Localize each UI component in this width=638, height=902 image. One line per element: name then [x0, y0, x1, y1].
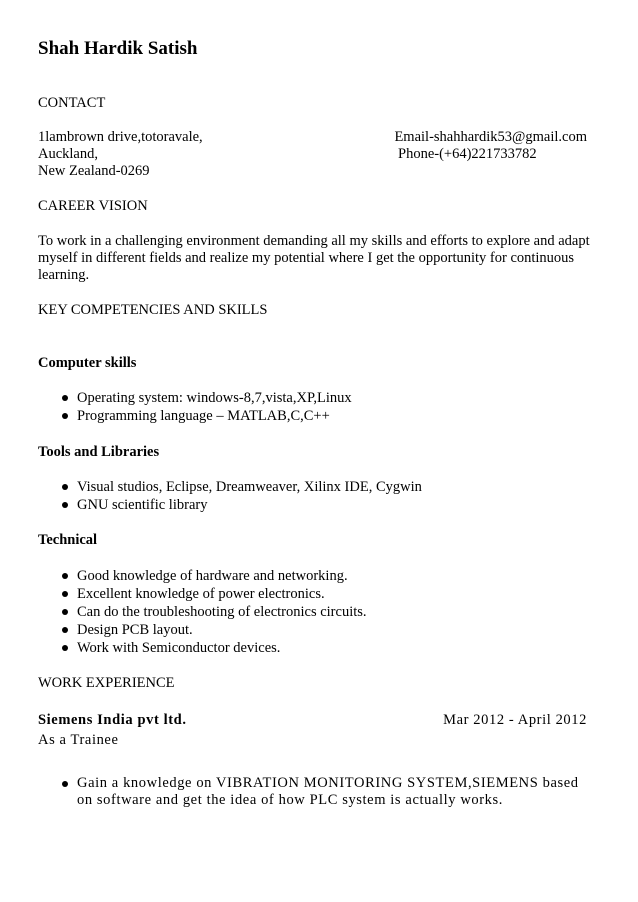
company-name: Siemens India pvt ltd.	[38, 712, 187, 728]
competencies-heading: KEY COMPETENCIES AND SKILLS	[38, 302, 268, 318]
computer-skills-list	[38, 389, 352, 425]
email-line: Email-shahhardik53@gmail.com	[394, 129, 587, 145]
list-item: Work with Semiconductor devices.	[38, 639, 367, 657]
list-item: Design PCB layout.	[38, 621, 367, 639]
list-item: GNU scientific library	[38, 496, 422, 514]
employment-dates: Mar 2012 - April 2012	[443, 712, 587, 728]
work-experience-heading: WORK EXPERIENCE	[38, 675, 175, 691]
list-item: Operating system: windows-8,7,vista,XP,Linux	[38, 389, 352, 407]
tools-libraries-list	[38, 478, 422, 514]
address-line-1: 1lambrown drive,totoravale,	[38, 129, 203, 145]
list-item: Programming language – MATLAB,C,C++	[38, 407, 352, 425]
technical-title: Technical	[38, 532, 98, 548]
phone-line: Phone-(+64)221733782	[398, 146, 537, 162]
list-item: Can do the troubleshooting of electronics circuits.	[38, 603, 367, 621]
list-item: Good knowledge of hardware and networking.	[38, 567, 367, 585]
candidate-name: Shah Hardik Satish	[38, 38, 198, 59]
list-item: Excellent knowledge of power electronics.	[38, 585, 367, 603]
tools-libraries-title: Tools and Libraries	[38, 444, 160, 460]
list-item: Visual studios, Eclipse, Dreamweaver, Xilinx IDE, Cygwin	[38, 478, 422, 496]
contact-heading: CONTACT	[38, 95, 106, 111]
career-vision-text: To work in a challenging environment demanding all my skills and efforts to explore and adapt myself in different fields and realize my potential where I get the opportunity for continuous learning.	[38, 233, 590, 283]
technical-list	[38, 567, 367, 657]
job-role: As a Trainee	[38, 732, 119, 748]
list-item: Gain a knowledge on VIBRATION MONITORING SYSTEM,SIEMENS based on software and get the idea of how PLC system is actually works.	[38, 775, 587, 809]
work-duties-list	[38, 775, 587, 809]
address-line-2: Auckland,	[38, 146, 98, 162]
address-line-3: New Zealand-0269	[38, 163, 150, 179]
computer-skills-title: Computer skills	[38, 355, 137, 371]
career-vision-heading: CAREER VISION	[38, 198, 148, 214]
